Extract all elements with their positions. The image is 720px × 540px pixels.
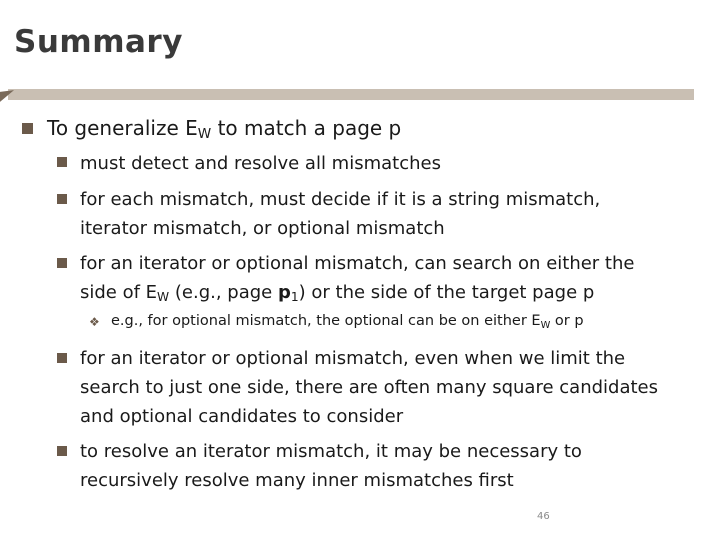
sub-bullet-3-sub-w: W [157,290,170,304]
square-bullet-icon [57,353,67,363]
slide-title: Summary [14,24,183,60]
bullet-main [47,116,401,142]
sub-sub-bullet-text-a: e.g., for optional mismatch, the optional can be on either E [111,313,541,329]
sub-sub-bullet-sub: W [540,320,551,331]
sub-sub-bullet-text-b: or p [550,313,584,329]
sub-bullet-5-line-2: recursively resolve many inner mismatches first [80,470,514,491]
bullet-main-sub: W [197,126,212,142]
page-number: 46 [537,511,550,522]
sub-bullet-3-bold-p: p [277,282,291,303]
title-divider [8,89,694,100]
diamond-bullet-icon: ❖ [89,315,100,329]
bullet-main-text-b: to match a page p [211,116,402,140]
sub-bullet-2-line-1: for each mismatch, must decide if it is a string mismatch, [80,189,601,210]
sub-bullet-1: must detect and resolve all mismatches [80,153,441,174]
square-bullet-icon [57,446,67,456]
sub-bullet-3-sub-1: 1 [290,290,299,304]
sub-bullet-4-line-1: for an iterator or optional mismatch, even when we limit the [80,348,626,369]
sub-bullet-3-line-2 [80,278,594,312]
sub-bullet-3-text-c: ) or the side of the target page p [298,282,595,303]
square-bullet-icon [57,258,67,268]
sub-bullet-3-text-b: (e.g., page [169,282,278,303]
sub-bullet-4-line-3: and optional candidates to consider [80,406,404,427]
sub-bullet-5-line-1: to resolve an iterator mismatch, it may be necessary to [80,441,582,462]
sub-bullet-3-line-1: for an iterator or optional mismatch, can search on either the [80,253,635,274]
sub-bullet-2-line-2: iterator mismatch, or optional mismatch [80,218,445,239]
square-bullet-icon [57,194,67,204]
square-bullet-icon [22,123,33,134]
sub-bullet-4-line-2: search to just one side, there are often many square candidates [80,377,658,398]
sub-bullet-3-text-a: side of E [80,282,158,303]
sub-sub-bullet [111,313,584,331]
bullet-main-text-a: To generalize E [47,116,198,140]
square-bullet-icon [57,157,67,167]
